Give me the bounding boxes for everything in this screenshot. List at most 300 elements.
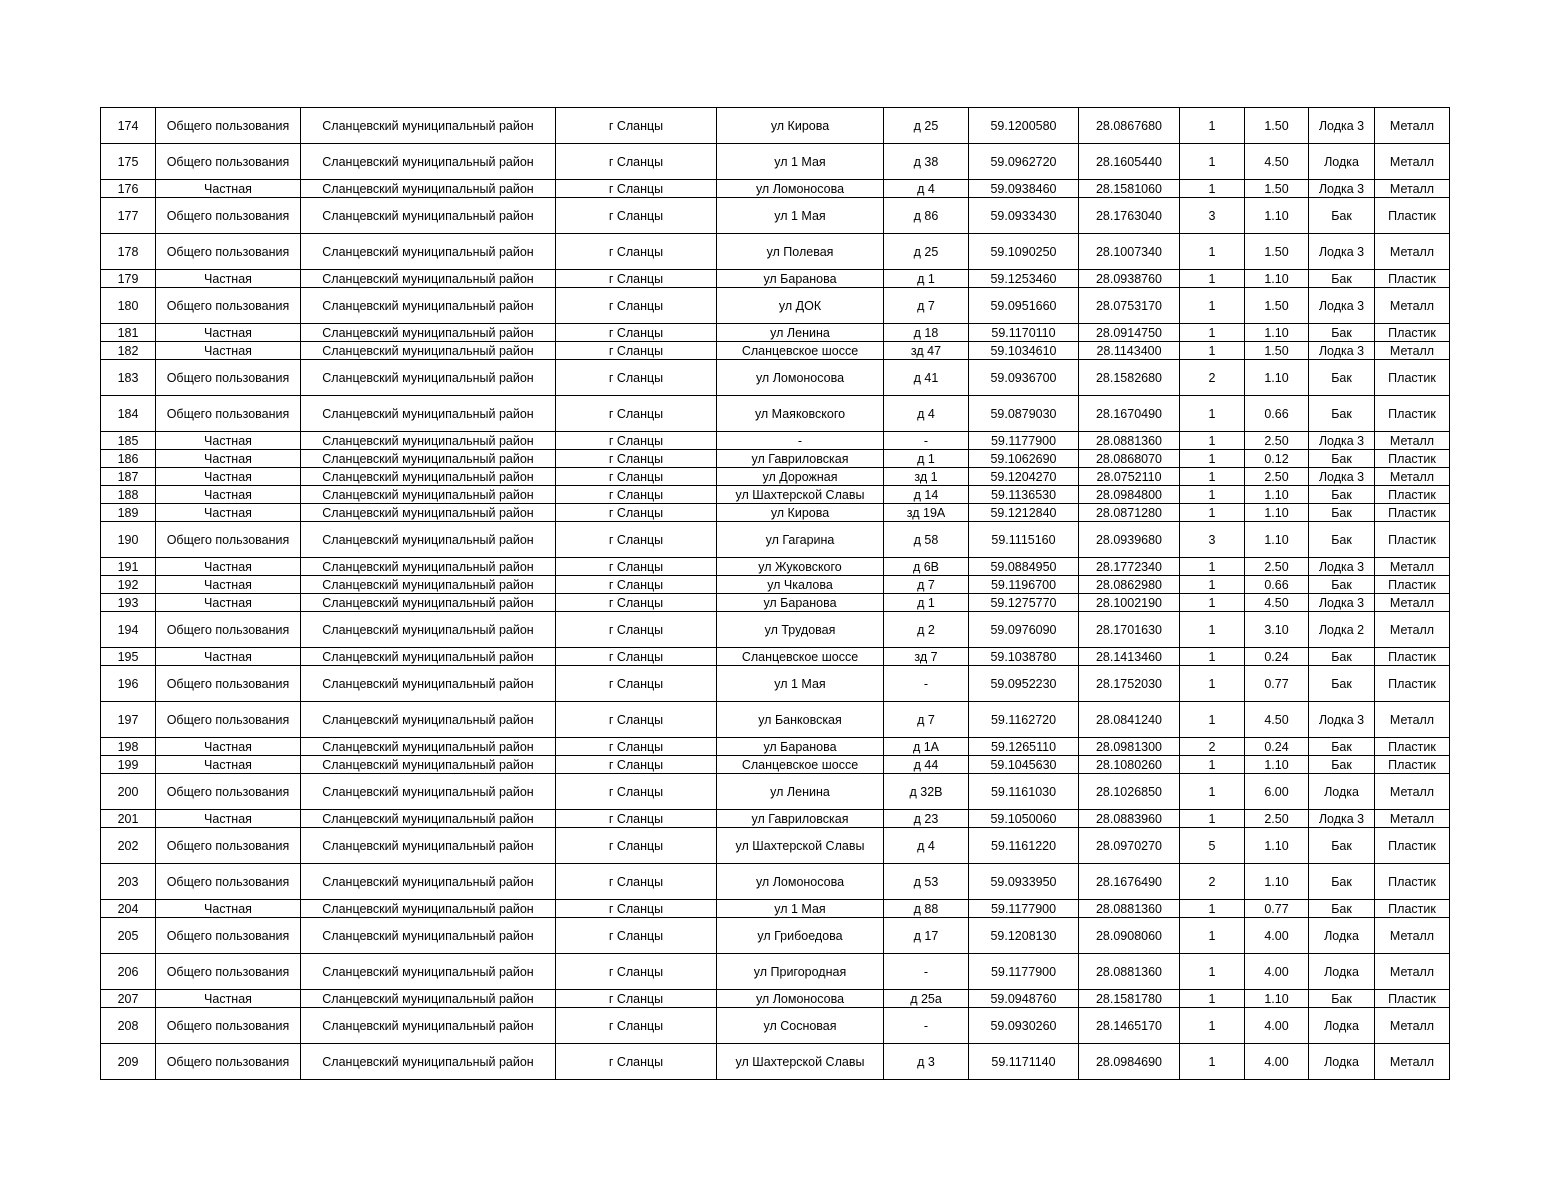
material-cell: Металл: [1375, 954, 1450, 990]
site-type-cell: Частная: [156, 486, 301, 504]
material-cell: Пластик: [1375, 828, 1450, 864]
city-cell: г Сланцы: [556, 558, 717, 576]
container-count-cell: 1: [1180, 108, 1245, 144]
container-count-cell: 1: [1180, 288, 1245, 324]
house-cell: д 1А: [884, 738, 969, 756]
container-volume-cell: 1.50: [1245, 288, 1309, 324]
container-type-cell: Лодка 3: [1309, 810, 1375, 828]
container-volume-cell: 3.10: [1245, 612, 1309, 648]
district-cell: Сланцевский муниципальный район: [301, 396, 556, 432]
container-volume-cell: 0.77: [1245, 900, 1309, 918]
container-count-cell: 1: [1180, 450, 1245, 468]
table-row: [101, 468, 1450, 486]
container-volume-cell: 0.77: [1245, 666, 1309, 702]
table-row: [101, 522, 1450, 558]
city-cell: г Сланцы: [556, 450, 717, 468]
house-cell: д 4: [884, 180, 969, 198]
container-count-cell: 1: [1180, 468, 1245, 486]
row-number-cell: 204: [101, 900, 156, 918]
district-cell: Сланцевский муниципальный район: [301, 810, 556, 828]
container-type-cell: Лодка: [1309, 918, 1375, 954]
house-cell: д 1: [884, 270, 969, 288]
street-cell: Сланцевское шоссе: [717, 648, 884, 666]
district-cell: Сланцевский муниципальный район: [301, 324, 556, 342]
latitude-cell: 59.0951660: [969, 288, 1079, 324]
house-cell: д 7: [884, 702, 969, 738]
latitude-cell: 59.1177900: [969, 954, 1079, 990]
container-volume-cell: 1.10: [1245, 990, 1309, 1008]
material-cell: Пластик: [1375, 576, 1450, 594]
container-type-cell: Бак: [1309, 396, 1375, 432]
street-cell: ул Баранова: [717, 738, 884, 756]
container-type-cell: Бак: [1309, 324, 1375, 342]
table-row: [101, 1044, 1450, 1080]
container-type-cell: Лодка 3: [1309, 342, 1375, 360]
site-type-cell: Общего пользования: [156, 234, 301, 270]
material-cell: Пластик: [1375, 990, 1450, 1008]
material-cell: Пластик: [1375, 450, 1450, 468]
house-cell: -: [884, 954, 969, 990]
city-cell: г Сланцы: [556, 396, 717, 432]
table-row: [101, 342, 1450, 360]
container-type-cell: Бак: [1309, 450, 1375, 468]
street-cell: ул Шахтерской Славы: [717, 1044, 884, 1080]
district-cell: Сланцевский муниципальный район: [301, 594, 556, 612]
container-type-cell: Лодка: [1309, 954, 1375, 990]
container-type-cell: Лодка 3: [1309, 288, 1375, 324]
container-volume-cell: 1.50: [1245, 234, 1309, 270]
container-type-cell: Лодка: [1309, 1008, 1375, 1044]
longitude-cell: 28.1605440: [1079, 144, 1180, 180]
street-cell: ул Гагарина: [717, 522, 884, 558]
table-row: [101, 576, 1450, 594]
row-number-cell: 186: [101, 450, 156, 468]
row-number-cell: 192: [101, 576, 156, 594]
city-cell: г Сланцы: [556, 234, 717, 270]
house-cell: д 17: [884, 918, 969, 954]
street-cell: ул Ленина: [717, 324, 884, 342]
row-number-cell: 190: [101, 522, 156, 558]
table-row: [101, 900, 1450, 918]
row-number-cell: 196: [101, 666, 156, 702]
row-number-cell: 179: [101, 270, 156, 288]
container-type-cell: Лодка 3: [1309, 594, 1375, 612]
house-cell: д 38: [884, 144, 969, 180]
table-row: [101, 828, 1450, 864]
row-number-cell: 203: [101, 864, 156, 900]
district-cell: Сланцевский муниципальный район: [301, 522, 556, 558]
container-type-cell: Бак: [1309, 648, 1375, 666]
house-cell: д 41: [884, 360, 969, 396]
site-type-cell: Частная: [156, 324, 301, 342]
site-type-cell: Общего пользования: [156, 666, 301, 702]
street-cell: ул Гавриловская: [717, 810, 884, 828]
district-cell: Сланцевский муниципальный район: [301, 108, 556, 144]
district-cell: Сланцевский муниципальный район: [301, 270, 556, 288]
longitude-cell: 28.0914750: [1079, 324, 1180, 342]
container-type-cell: Бак: [1309, 522, 1375, 558]
material-cell: Пластик: [1375, 738, 1450, 756]
container-count-cell: 1: [1180, 594, 1245, 612]
site-type-cell: Общего пользования: [156, 522, 301, 558]
longitude-cell: 28.0752110: [1079, 468, 1180, 486]
container-count-cell: 1: [1180, 576, 1245, 594]
district-cell: Сланцевский муниципальный район: [301, 990, 556, 1008]
container-count-cell: 5: [1180, 828, 1245, 864]
container-count-cell: 1: [1180, 990, 1245, 1008]
district-cell: Сланцевский муниципальный район: [301, 486, 556, 504]
container-volume-cell: 1.10: [1245, 198, 1309, 234]
street-cell: ул Ломоносова: [717, 180, 884, 198]
district-cell: Сланцевский муниципальный район: [301, 702, 556, 738]
longitude-cell: 28.0862980: [1079, 576, 1180, 594]
container-volume-cell: 0.24: [1245, 738, 1309, 756]
street-cell: ул Дорожная: [717, 468, 884, 486]
city-cell: г Сланцы: [556, 738, 717, 756]
house-cell: д 7: [884, 576, 969, 594]
container-count-cell: 2: [1180, 864, 1245, 900]
row-number-cell: 205: [101, 918, 156, 954]
site-type-cell: Частная: [156, 450, 301, 468]
city-cell: г Сланцы: [556, 270, 717, 288]
street-cell: ул ДОК: [717, 288, 884, 324]
row-number-cell: 194: [101, 612, 156, 648]
container-count-cell: 1: [1180, 918, 1245, 954]
table-row: [101, 432, 1450, 450]
material-cell: Пластик: [1375, 360, 1450, 396]
longitude-cell: 28.1002190: [1079, 594, 1180, 612]
street-cell: ул Шахтерской Славы: [717, 486, 884, 504]
container-volume-cell: 4.00: [1245, 1008, 1309, 1044]
row-number-cell: 177: [101, 198, 156, 234]
site-type-cell: Общего пользования: [156, 864, 301, 900]
longitude-cell: 28.1581060: [1079, 180, 1180, 198]
row-number-cell: 208: [101, 1008, 156, 1044]
site-type-cell: Общего пользования: [156, 360, 301, 396]
row-number-cell: 182: [101, 342, 156, 360]
longitude-cell: 28.0984690: [1079, 1044, 1180, 1080]
street-cell: ул Пригородная: [717, 954, 884, 990]
house-cell: д 88: [884, 900, 969, 918]
latitude-cell: 59.0976090: [969, 612, 1079, 648]
street-cell: -: [717, 432, 884, 450]
table-row: [101, 558, 1450, 576]
longitude-cell: 28.1007340: [1079, 234, 1180, 270]
street-cell: ул Кирова: [717, 108, 884, 144]
row-number-cell: 197: [101, 702, 156, 738]
table-row: [101, 108, 1450, 144]
container-count-cell: 2: [1180, 360, 1245, 396]
city-cell: г Сланцы: [556, 504, 717, 522]
container-type-cell: Лодка: [1309, 1044, 1375, 1080]
longitude-cell: 28.0881360: [1079, 900, 1180, 918]
street-cell: ул Ломоносова: [717, 990, 884, 1008]
table-row: [101, 756, 1450, 774]
table-row: [101, 666, 1450, 702]
site-type-cell: Частная: [156, 900, 301, 918]
material-cell: Пластик: [1375, 324, 1450, 342]
material-cell: Металл: [1375, 774, 1450, 810]
city-cell: г Сланцы: [556, 702, 717, 738]
container-volume-cell: 1.10: [1245, 756, 1309, 774]
container-type-cell: Бак: [1309, 360, 1375, 396]
row-number-cell: 174: [101, 108, 156, 144]
longitude-cell: 28.1772340: [1079, 558, 1180, 576]
street-cell: ул Банковская: [717, 702, 884, 738]
container-type-cell: Бак: [1309, 828, 1375, 864]
table-row: [101, 810, 1450, 828]
latitude-cell: 59.0936700: [969, 360, 1079, 396]
container-count-cell: 1: [1180, 900, 1245, 918]
house-cell: зд 7: [884, 648, 969, 666]
material-cell: Пластик: [1375, 522, 1450, 558]
row-number-cell: 195: [101, 648, 156, 666]
container-volume-cell: 1.10: [1245, 522, 1309, 558]
table-row: [101, 270, 1450, 288]
container-count-cell: 1: [1180, 1008, 1245, 1044]
material-cell: Пластик: [1375, 864, 1450, 900]
container-type-cell: Лодка: [1309, 774, 1375, 810]
material-cell: Металл: [1375, 918, 1450, 954]
row-number-cell: 201: [101, 810, 156, 828]
house-cell: д 1: [884, 594, 969, 612]
latitude-cell: 59.1212840: [969, 504, 1079, 522]
site-type-cell: Частная: [156, 576, 301, 594]
table-row: [101, 504, 1450, 522]
material-cell: Металл: [1375, 342, 1450, 360]
container-count-cell: 1: [1180, 396, 1245, 432]
latitude-cell: 59.1200580: [969, 108, 1079, 144]
city-cell: г Сланцы: [556, 198, 717, 234]
longitude-cell: 28.0984800: [1079, 486, 1180, 504]
longitude-cell: 28.1670490: [1079, 396, 1180, 432]
street-cell: Сланцевское шоссе: [717, 342, 884, 360]
container-type-cell: Лодка 3: [1309, 432, 1375, 450]
house-cell: д 4: [884, 396, 969, 432]
row-number-cell: 187: [101, 468, 156, 486]
district-cell: Сланцевский муниципальный район: [301, 180, 556, 198]
street-cell: ул 1 Мая: [717, 198, 884, 234]
row-number-cell: 176: [101, 180, 156, 198]
district-cell: Сланцевский муниципальный район: [301, 198, 556, 234]
latitude-cell: 59.0879030: [969, 396, 1079, 432]
latitude-cell: 59.1204270: [969, 468, 1079, 486]
district-cell: Сланцевский муниципальный район: [301, 1008, 556, 1044]
container-type-cell: Бак: [1309, 198, 1375, 234]
container-volume-cell: 1.10: [1245, 270, 1309, 288]
longitude-cell: 28.1581780: [1079, 990, 1180, 1008]
table-row: [101, 396, 1450, 432]
container-count-cell: 1: [1180, 810, 1245, 828]
district-cell: Сланцевский муниципальный район: [301, 918, 556, 954]
site-type-cell: Общего пользования: [156, 198, 301, 234]
district-cell: Сланцевский муниципальный район: [301, 288, 556, 324]
table-row: [101, 486, 1450, 504]
district-cell: Сланцевский муниципальный район: [301, 900, 556, 918]
latitude-cell: 59.0948760: [969, 990, 1079, 1008]
table-row: [101, 954, 1450, 990]
container-count-cell: 1: [1180, 180, 1245, 198]
house-cell: зд 47: [884, 342, 969, 360]
container-volume-cell: 0.66: [1245, 396, 1309, 432]
table-row: [101, 324, 1450, 342]
street-cell: ул Баранова: [717, 594, 884, 612]
row-number-cell: 183: [101, 360, 156, 396]
longitude-cell: 28.0753170: [1079, 288, 1180, 324]
row-number-cell: 175: [101, 144, 156, 180]
container-volume-cell: 1.10: [1245, 828, 1309, 864]
container-count-cell: 1: [1180, 432, 1245, 450]
container-count-cell: 1: [1180, 324, 1245, 342]
site-type-cell: Общего пользования: [156, 1044, 301, 1080]
latitude-cell: 59.1162720: [969, 702, 1079, 738]
district-cell: Сланцевский муниципальный район: [301, 648, 556, 666]
longitude-cell: 28.0883960: [1079, 810, 1180, 828]
district-cell: Сланцевский муниципальный район: [301, 504, 556, 522]
house-cell: д 25: [884, 108, 969, 144]
site-type-cell: Общего пользования: [156, 954, 301, 990]
site-type-cell: Частная: [156, 648, 301, 666]
row-number-cell: 185: [101, 432, 156, 450]
row-number-cell: 202: [101, 828, 156, 864]
table-row: [101, 648, 1450, 666]
house-cell: д 7: [884, 288, 969, 324]
row-number-cell: 209: [101, 1044, 156, 1080]
city-cell: г Сланцы: [556, 144, 717, 180]
house-cell: д 58: [884, 522, 969, 558]
material-cell: Металл: [1375, 558, 1450, 576]
street-cell: ул Чкалова: [717, 576, 884, 594]
longitude-cell: 28.0970270: [1079, 828, 1180, 864]
container-count-cell: 1: [1180, 774, 1245, 810]
city-cell: г Сланцы: [556, 324, 717, 342]
latitude-cell: 59.1253460: [969, 270, 1079, 288]
city-cell: г Сланцы: [556, 900, 717, 918]
district-cell: Сланцевский муниципальный район: [301, 828, 556, 864]
row-number-cell: 191: [101, 558, 156, 576]
longitude-cell: 28.0868070: [1079, 450, 1180, 468]
material-cell: Металл: [1375, 180, 1450, 198]
material-cell: Металл: [1375, 144, 1450, 180]
container-count-cell: 1: [1180, 648, 1245, 666]
district-cell: Сланцевский муниципальный район: [301, 756, 556, 774]
container-count-cell: 1: [1180, 144, 1245, 180]
house-cell: д 25: [884, 234, 969, 270]
district-cell: Сланцевский муниципальный район: [301, 612, 556, 648]
longitude-cell: 28.0881360: [1079, 432, 1180, 450]
city-cell: г Сланцы: [556, 486, 717, 504]
street-cell: ул Маяковского: [717, 396, 884, 432]
material-cell: Пластик: [1375, 486, 1450, 504]
street-cell: ул Ломоносова: [717, 864, 884, 900]
longitude-cell: 28.1026850: [1079, 774, 1180, 810]
latitude-cell: 59.0933430: [969, 198, 1079, 234]
site-type-cell: Общего пользования: [156, 828, 301, 864]
container-volume-cell: 4.00: [1245, 918, 1309, 954]
material-cell: Металл: [1375, 810, 1450, 828]
longitude-cell: 28.1763040: [1079, 198, 1180, 234]
street-cell: ул Кирова: [717, 504, 884, 522]
table-row: [101, 450, 1450, 468]
house-cell: д 14: [884, 486, 969, 504]
site-type-cell: Частная: [156, 504, 301, 522]
site-type-cell: Общего пользования: [156, 702, 301, 738]
site-type-cell: Общего пользования: [156, 918, 301, 954]
material-cell: Металл: [1375, 594, 1450, 612]
latitude-cell: 59.1161220: [969, 828, 1079, 864]
site-type-cell: Частная: [156, 594, 301, 612]
latitude-cell: 59.1161030: [969, 774, 1079, 810]
house-cell: д 44: [884, 756, 969, 774]
latitude-cell: 59.0938460: [969, 180, 1079, 198]
material-cell: Пластик: [1375, 504, 1450, 522]
container-volume-cell: 1.10: [1245, 864, 1309, 900]
latitude-cell: 59.0930260: [969, 1008, 1079, 1044]
longitude-cell: 28.0938760: [1079, 270, 1180, 288]
city-cell: г Сланцы: [556, 612, 717, 648]
site-type-cell: Общего пользования: [156, 108, 301, 144]
container-volume-cell: 2.50: [1245, 558, 1309, 576]
container-count-cell: 1: [1180, 1044, 1245, 1080]
house-cell: зд 19А: [884, 504, 969, 522]
street-cell: ул Ломоносова: [717, 360, 884, 396]
latitude-cell: 59.0884950: [969, 558, 1079, 576]
table-row: [101, 738, 1450, 756]
house-cell: д 25а: [884, 990, 969, 1008]
latitude-cell: 59.0962720: [969, 144, 1079, 180]
container-volume-cell: 4.00: [1245, 1044, 1309, 1080]
district-cell: Сланцевский муниципальный район: [301, 576, 556, 594]
house-cell: д 86: [884, 198, 969, 234]
container-count-cell: 3: [1180, 198, 1245, 234]
street-cell: ул Жуковского: [717, 558, 884, 576]
city-cell: г Сланцы: [556, 666, 717, 702]
street-cell: ул Ленина: [717, 774, 884, 810]
site-type-cell: Частная: [156, 756, 301, 774]
container-type-cell: Бак: [1309, 666, 1375, 702]
latitude-cell: 59.1038780: [969, 648, 1079, 666]
district-cell: Сланцевский муниципальный район: [301, 864, 556, 900]
city-cell: г Сланцы: [556, 864, 717, 900]
material-cell: Металл: [1375, 432, 1450, 450]
container-type-cell: Лодка 3: [1309, 180, 1375, 198]
container-volume-cell: 0.24: [1245, 648, 1309, 666]
site-type-cell: Общего пользования: [156, 288, 301, 324]
material-cell: Металл: [1375, 288, 1450, 324]
container-volume-cell: 4.50: [1245, 144, 1309, 180]
city-cell: г Сланцы: [556, 828, 717, 864]
city-cell: г Сланцы: [556, 360, 717, 396]
street-cell: ул Баранова: [717, 270, 884, 288]
city-cell: г Сланцы: [556, 288, 717, 324]
district-cell: Сланцевский муниципальный район: [301, 558, 556, 576]
container-volume-cell: 2.50: [1245, 432, 1309, 450]
city-cell: г Сланцы: [556, 1008, 717, 1044]
latitude-cell: 59.1136530: [969, 486, 1079, 504]
table-row: [101, 612, 1450, 648]
house-cell: -: [884, 432, 969, 450]
site-type-cell: Общего пользования: [156, 774, 301, 810]
district-cell: Сланцевский муниципальный район: [301, 450, 556, 468]
longitude-cell: 28.0871280: [1079, 504, 1180, 522]
latitude-cell: 59.1171140: [969, 1044, 1079, 1080]
container-count-cell: 1: [1180, 666, 1245, 702]
city-cell: г Сланцы: [556, 522, 717, 558]
container-count-cell: 1: [1180, 954, 1245, 990]
container-type-cell: Лодка 2: [1309, 612, 1375, 648]
street-cell: ул 1 Мая: [717, 666, 884, 702]
material-cell: Металл: [1375, 612, 1450, 648]
